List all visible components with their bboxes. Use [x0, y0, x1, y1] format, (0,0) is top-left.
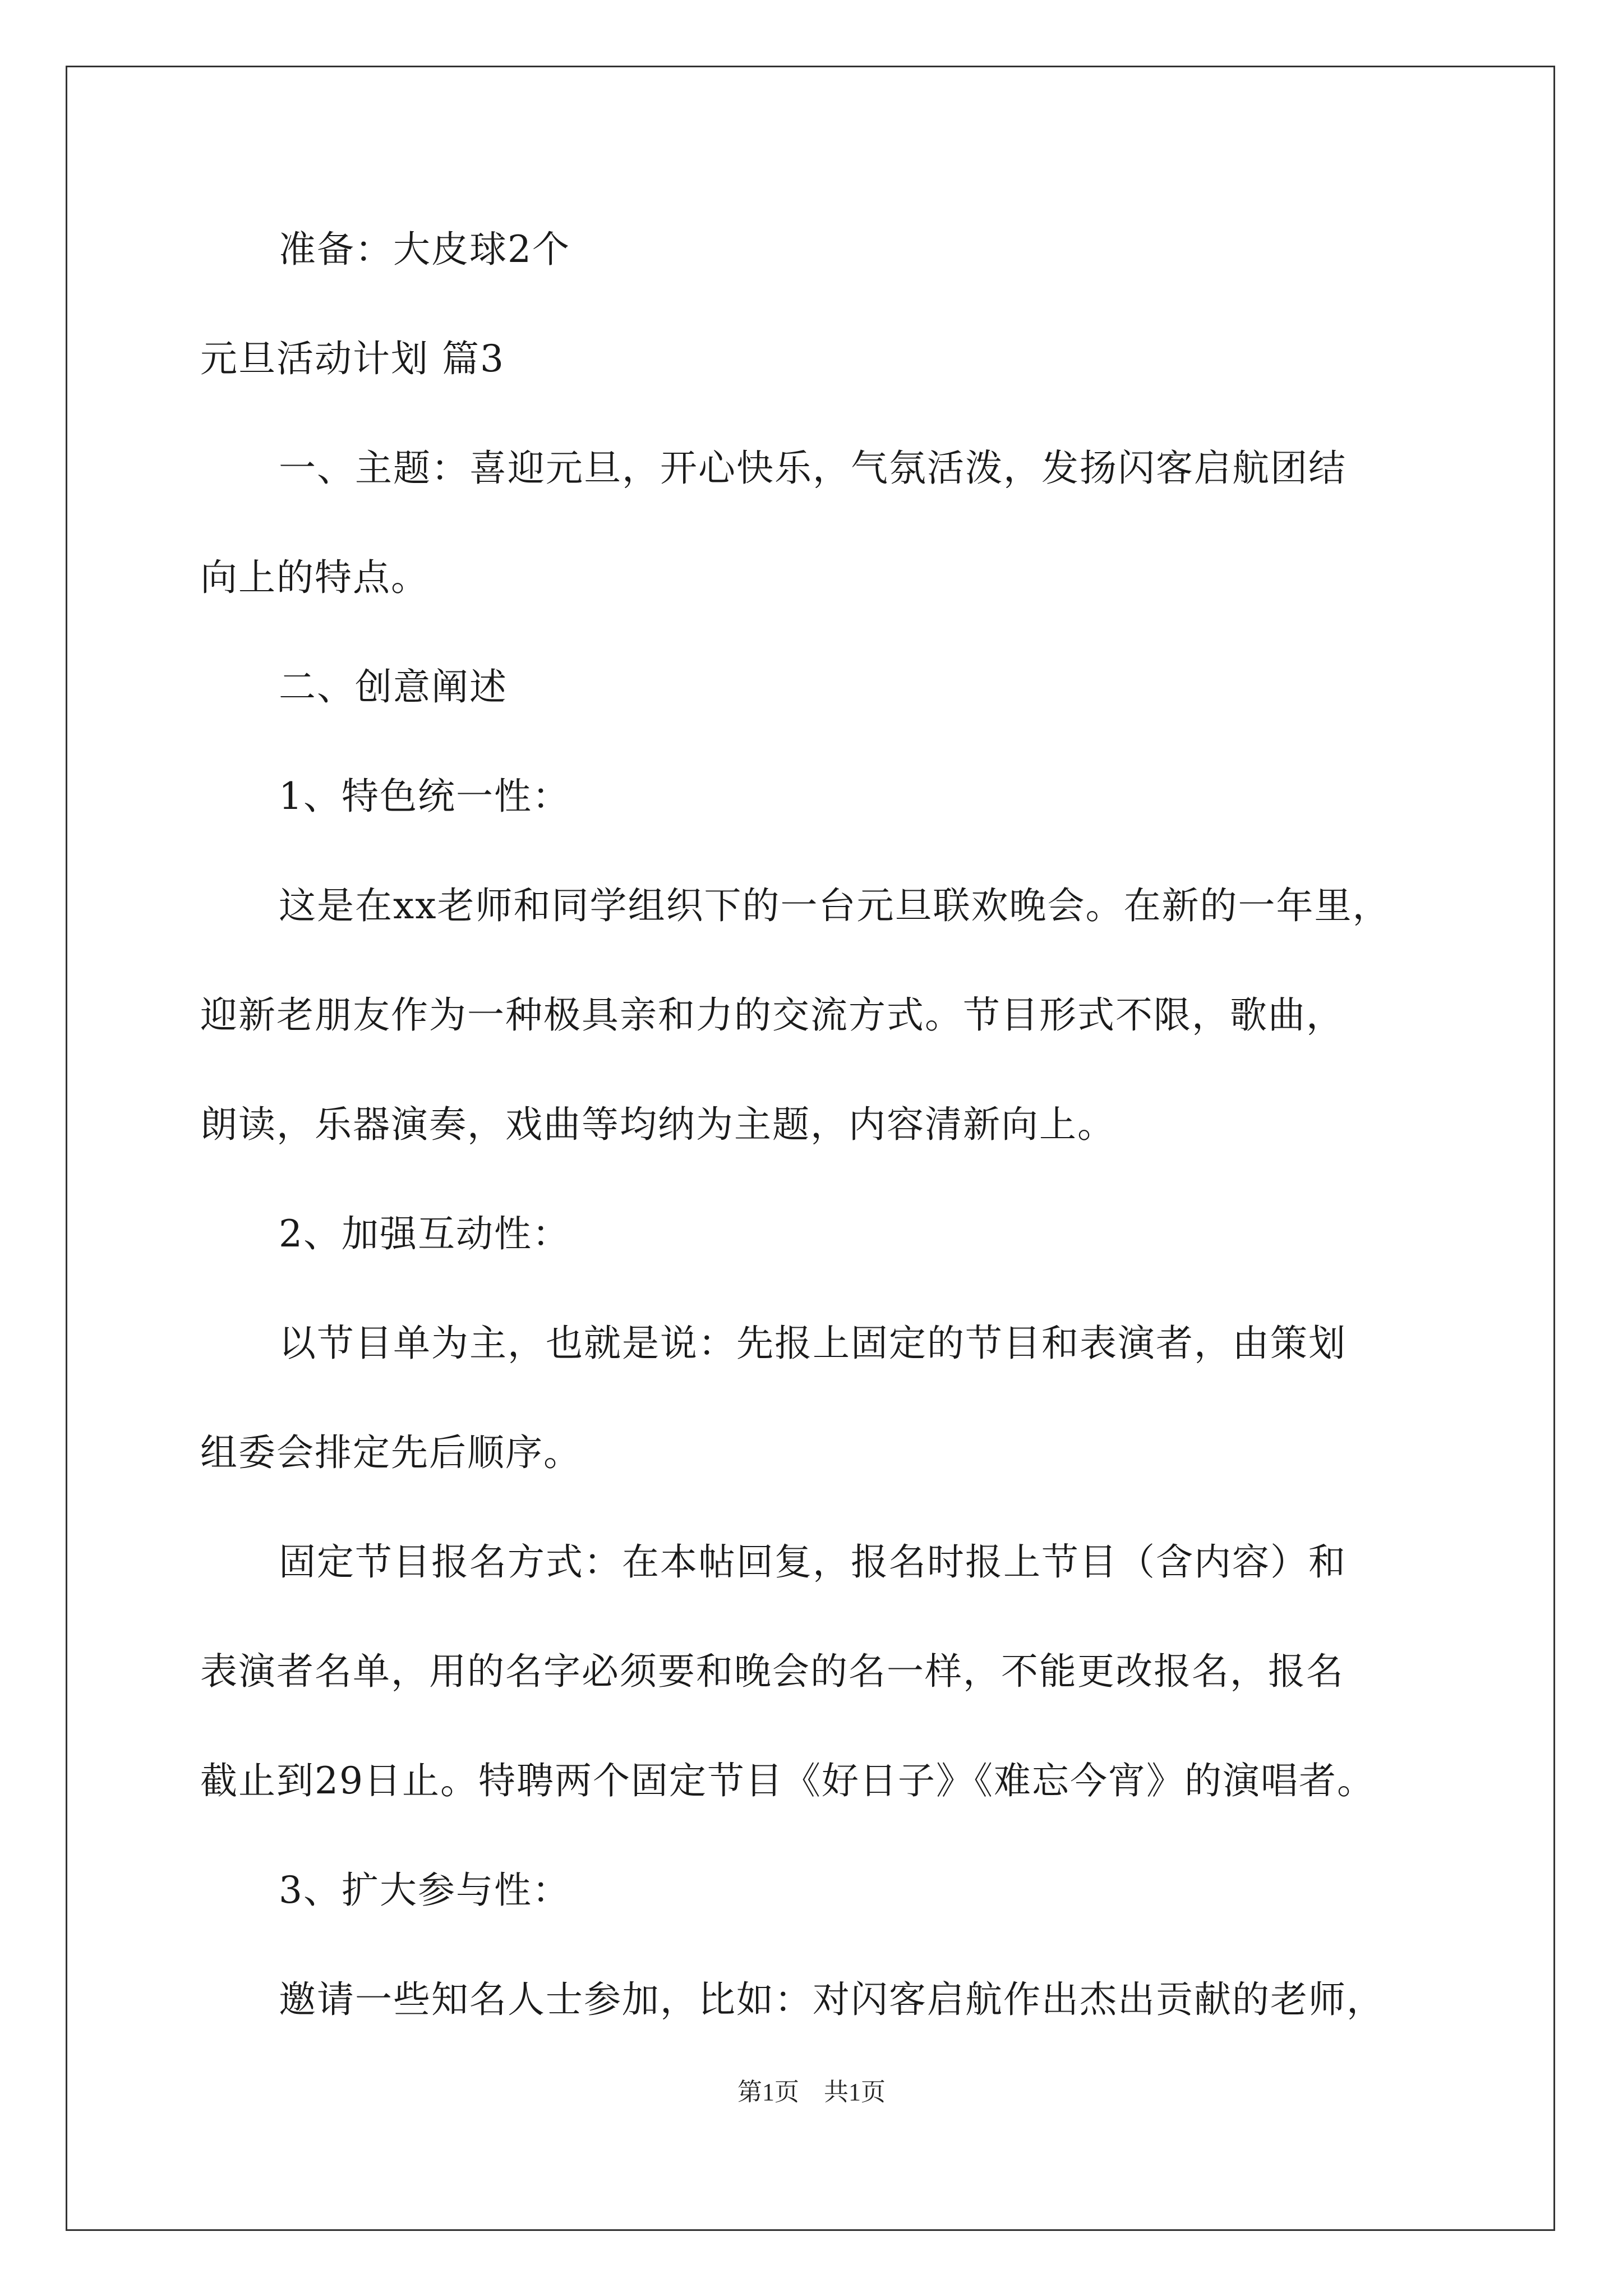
theme-line-2: 向上的特点。: [200, 556, 429, 599]
paragraph-line: 迎新老朋友作为一种极具亲和力的交流方式。节目形式不限，歌曲，: [200, 993, 1344, 1037]
paragraph-line: 以节目单为主，也就是说：先报上固定的节目和表演者，由策划: [279, 1322, 1347, 1365]
paragraph-line: 这是在xx老师和同学组织下的一台元旦联欢晚会。在新的一年里，: [279, 884, 1391, 927]
paragraph-line: 朗读，乐器演奏，戏曲等均纳为主题，内容清新向上。: [200, 1103, 1115, 1146]
preparation-line: 准备：大皮球2个: [279, 228, 570, 271]
paragraph-line: 固定节目报名方式：在本帖回复，报名时报上节目（含内容）和: [279, 1540, 1347, 1584]
paragraph-line: 截止到29日止。特聘两个固定节目《好日子》《难忘今宵》的演唱者。: [200, 1759, 1375, 1802]
creative-heading: 二、创意阐述: [279, 665, 508, 708]
section-title: 元旦活动计划 篇3: [200, 337, 505, 380]
paragraph-line: 邀请一些知名人士参加，比如：对闪客启航作出杰出贡献的老师，: [279, 1978, 1385, 2021]
subheading-interaction: 2、加强互动性：: [279, 1212, 570, 1255]
subheading-participation: 3、扩大参与性：: [279, 1869, 570, 1912]
theme-line-1: 一、主题：喜迎元旦，开心快乐，气氛活泼，发扬闪客启航团结: [279, 447, 1347, 490]
subheading-unity: 1、特色统一性：: [279, 775, 570, 818]
page-number-footer: 第1页 共1页: [737, 2078, 886, 2106]
paragraph-line: 组委会排定先后顺序。: [200, 1431, 582, 1474]
paragraph-line: 表演者名单，用的名字必须要和晚会的名一样，不能更改报名，报名: [200, 1650, 1344, 1693]
